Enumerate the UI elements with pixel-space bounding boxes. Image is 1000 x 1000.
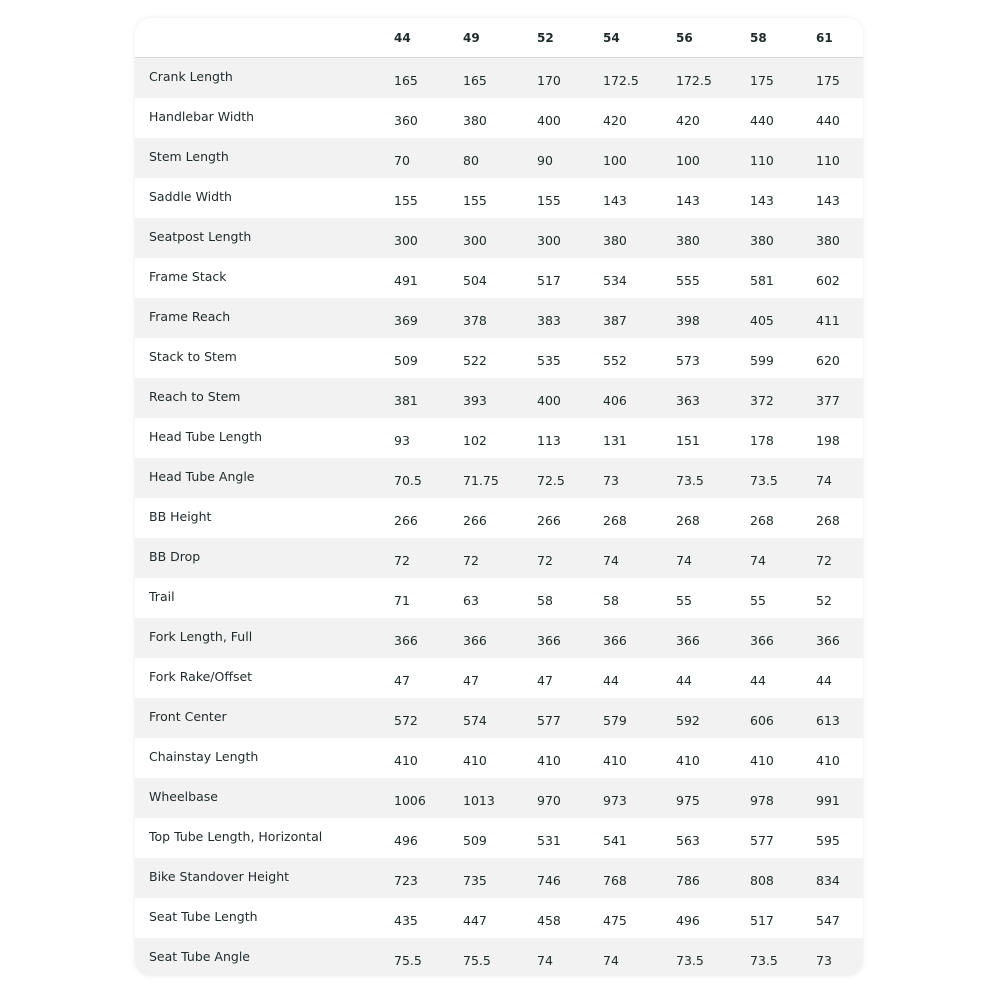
table-cell-size-49: 522 bbox=[463, 353, 487, 368]
table-cell-size-61: 595 bbox=[816, 833, 840, 848]
table-cell-size-49: 75.5 bbox=[463, 953, 491, 968]
table-cell-size-49: 72 bbox=[463, 553, 479, 568]
table-cell-size-49: 447 bbox=[463, 913, 487, 928]
table-cell-size-58: 73.5 bbox=[750, 953, 778, 968]
size-header-49: 49 bbox=[463, 31, 480, 45]
row-label: Top Tube Length, Horizontal bbox=[149, 829, 323, 844]
table-cell-size-54: 44 bbox=[603, 673, 619, 688]
row-label: Bike Standover Height bbox=[149, 869, 290, 884]
table-cell-size-54: 420 bbox=[603, 113, 627, 128]
table-cell-size-58: 73.5 bbox=[750, 473, 778, 488]
table-cell-size-49: 380 bbox=[463, 113, 487, 128]
table-cell-size-44: 75.5 bbox=[394, 953, 422, 968]
table-cell-size-52: 400 bbox=[537, 113, 561, 128]
table-row bbox=[135, 178, 863, 218]
row-label: Chainstay Length bbox=[149, 749, 259, 764]
table-cell-size-44: 509 bbox=[394, 353, 418, 368]
table-cell-size-44: 70.5 bbox=[394, 473, 422, 488]
table-cell-size-61: 44 bbox=[816, 673, 832, 688]
table-cell-size-58: 178 bbox=[750, 433, 774, 448]
row-label: BB Height bbox=[149, 509, 212, 524]
table-cell-size-56: 410 bbox=[676, 753, 700, 768]
table-cell-size-52: 366 bbox=[537, 633, 561, 648]
row-label: Wheelbase bbox=[149, 789, 218, 804]
table-cell-size-61: 143 bbox=[816, 193, 840, 208]
size-header-58: 58 bbox=[750, 31, 767, 45]
table-cell-size-52: 72 bbox=[537, 553, 553, 568]
table-cell-size-54: 74 bbox=[603, 953, 619, 968]
table-cell-size-58: 110 bbox=[750, 153, 774, 168]
table-cell-size-44: 70 bbox=[394, 153, 410, 168]
table-cell-size-44: 410 bbox=[394, 753, 418, 768]
table-cell-size-61: 991 bbox=[816, 793, 840, 808]
table-cell-size-52: 383 bbox=[537, 313, 561, 328]
table-cell-size-54: 73 bbox=[603, 473, 619, 488]
table-cell-size-58: 55 bbox=[750, 593, 766, 608]
table-cell-size-52: 47 bbox=[537, 673, 553, 688]
table-cell-size-44: 71 bbox=[394, 593, 410, 608]
table-cell-size-61: 440 bbox=[816, 113, 840, 128]
size-header-61: 61 bbox=[816, 31, 833, 45]
table-cell-size-49: 366 bbox=[463, 633, 487, 648]
table-cell-size-61: 834 bbox=[816, 873, 840, 888]
table-cell-size-49: 63 bbox=[463, 593, 479, 608]
table-cell-size-44: 360 bbox=[394, 113, 418, 128]
table-cell-size-61: 602 bbox=[816, 273, 840, 288]
table-cell-size-58: 606 bbox=[750, 713, 774, 728]
row-label: Stack to Stem bbox=[149, 349, 237, 364]
table-row bbox=[135, 738, 863, 778]
table-cell-size-54: 475 bbox=[603, 913, 627, 928]
table-cell-size-58: 410 bbox=[750, 753, 774, 768]
table-cell-size-52: 410 bbox=[537, 753, 561, 768]
table-cell-size-49: 509 bbox=[463, 833, 487, 848]
table-cell-size-61: 268 bbox=[816, 513, 840, 528]
row-label: Front Center bbox=[149, 709, 227, 724]
size-header-52: 52 bbox=[537, 31, 554, 45]
table-cell-size-58: 599 bbox=[750, 353, 774, 368]
table-cell-size-52: 400 bbox=[537, 393, 561, 408]
table-row bbox=[135, 418, 863, 458]
table-cell-size-49: 393 bbox=[463, 393, 487, 408]
table-cell-size-52: 74 bbox=[537, 953, 553, 968]
row-label: Head Tube Length bbox=[149, 429, 263, 444]
table-cell-size-52: 517 bbox=[537, 273, 561, 288]
table-cell-size-54: 534 bbox=[603, 273, 627, 288]
table-cell-size-61: 613 bbox=[816, 713, 840, 728]
row-label: Stem Length bbox=[149, 149, 229, 164]
table-cell-size-44: 47 bbox=[394, 673, 410, 688]
table-cell-size-58: 366 bbox=[750, 633, 774, 648]
table-cell-size-58: 44 bbox=[750, 673, 766, 688]
table-cell-size-56: 73.5 bbox=[676, 473, 704, 488]
table-cell-size-54: 768 bbox=[603, 873, 627, 888]
table-cell-size-56: 573 bbox=[676, 353, 700, 368]
table-cell-size-49: 1013 bbox=[463, 793, 495, 808]
table-cell-size-52: 531 bbox=[537, 833, 561, 848]
table-cell-size-56: 172.5 bbox=[676, 73, 712, 88]
table-cell-size-61: 380 bbox=[816, 233, 840, 248]
table-cell-size-54: 131 bbox=[603, 433, 627, 448]
table-cell-size-58: 175 bbox=[750, 73, 774, 88]
table-row bbox=[135, 858, 863, 898]
table-cell-size-52: 170 bbox=[537, 73, 561, 88]
table-cell-size-52: 300 bbox=[537, 233, 561, 248]
table-row bbox=[135, 498, 863, 538]
row-label: Trail bbox=[149, 589, 175, 604]
table-cell-size-58: 581 bbox=[750, 273, 774, 288]
table-cell-size-61: 73 bbox=[816, 953, 832, 968]
row-label: Reach to Stem bbox=[149, 389, 241, 404]
table-cell-size-58: 372 bbox=[750, 393, 774, 408]
table-cell-size-44: 572 bbox=[394, 713, 418, 728]
row-label: Fork Length, Full bbox=[149, 629, 253, 644]
table-cell-size-58: 978 bbox=[750, 793, 774, 808]
table-cell-size-56: 74 bbox=[676, 553, 692, 568]
table-cell-size-52: 266 bbox=[537, 513, 561, 528]
table-cell-size-61: 410 bbox=[816, 753, 840, 768]
table-cell-size-56: 55 bbox=[676, 593, 692, 608]
table-cell-size-49: 735 bbox=[463, 873, 487, 888]
table-cell-size-54: 380 bbox=[603, 233, 627, 248]
table-cell-size-49: 378 bbox=[463, 313, 487, 328]
table-cell-size-44: 300 bbox=[394, 233, 418, 248]
table-cell-size-49: 410 bbox=[463, 753, 487, 768]
table-cell-size-54: 143 bbox=[603, 193, 627, 208]
table-cell-size-54: 268 bbox=[603, 513, 627, 528]
table-cell-size-56: 380 bbox=[676, 233, 700, 248]
table-cell-size-49: 80 bbox=[463, 153, 479, 168]
table-cell-size-56: 143 bbox=[676, 193, 700, 208]
table-cell-size-61: 74 bbox=[816, 473, 832, 488]
table-cell-size-49: 102 bbox=[463, 433, 487, 448]
table-cell-size-56: 398 bbox=[676, 313, 700, 328]
table-cell-size-58: 74 bbox=[750, 553, 766, 568]
table-cell-size-56: 268 bbox=[676, 513, 700, 528]
table-row bbox=[135, 338, 863, 378]
table-row bbox=[135, 138, 863, 178]
table-row bbox=[135, 378, 863, 418]
table-cell-size-54: 100 bbox=[603, 153, 627, 168]
table-row bbox=[135, 618, 863, 658]
row-label: Frame Reach bbox=[149, 309, 231, 324]
table-cell-size-61: 377 bbox=[816, 393, 840, 408]
table-cell-size-56: 363 bbox=[676, 393, 700, 408]
table-row bbox=[135, 98, 863, 138]
table-cell-size-52: 90 bbox=[537, 153, 553, 168]
table-cell-size-44: 1006 bbox=[394, 793, 426, 808]
table-cell-size-58: 577 bbox=[750, 833, 774, 848]
row-label: Crank Length bbox=[149, 69, 233, 84]
table-cell-size-49: 266 bbox=[463, 513, 487, 528]
table-row bbox=[135, 938, 863, 976]
table-cell-size-49: 47 bbox=[463, 673, 479, 688]
table-cell-size-52: 535 bbox=[537, 353, 561, 368]
table-header-row bbox=[135, 18, 863, 58]
table-cell-size-44: 491 bbox=[394, 273, 418, 288]
table-cell-size-54: 172.5 bbox=[603, 73, 639, 88]
table-cell-size-52: 458 bbox=[537, 913, 561, 928]
table-cell-size-56: 420 bbox=[676, 113, 700, 128]
table-cell-size-56: 975 bbox=[676, 793, 700, 808]
table-cell-size-44: 723 bbox=[394, 873, 418, 888]
size-header-44: 44 bbox=[394, 31, 411, 45]
table-cell-size-52: 746 bbox=[537, 873, 561, 888]
table-cell-size-61: 547 bbox=[816, 913, 840, 928]
table-row bbox=[135, 818, 863, 858]
geometry-table bbox=[135, 18, 863, 976]
table-cell-size-58: 268 bbox=[750, 513, 774, 528]
table-cell-size-56: 786 bbox=[676, 873, 700, 888]
table-row bbox=[135, 218, 863, 258]
table-cell-size-56: 73.5 bbox=[676, 953, 704, 968]
table-cell-size-54: 973 bbox=[603, 793, 627, 808]
table-cell-size-49: 300 bbox=[463, 233, 487, 248]
table-cell-size-54: 552 bbox=[603, 353, 627, 368]
table-cell-size-52: 72.5 bbox=[537, 473, 565, 488]
table-cell-size-61: 72 bbox=[816, 553, 832, 568]
row-label: Frame Stack bbox=[149, 269, 227, 284]
table-cell-size-54: 366 bbox=[603, 633, 627, 648]
row-label: Seat Tube Angle bbox=[149, 949, 250, 964]
row-label: BB Drop bbox=[149, 549, 201, 564]
table-row bbox=[135, 58, 863, 98]
table-cell-size-49: 71.75 bbox=[463, 473, 499, 488]
table-cell-size-44: 381 bbox=[394, 393, 418, 408]
row-label: Fork Rake/Offset bbox=[149, 669, 253, 684]
table-cell-size-44: 435 bbox=[394, 913, 418, 928]
table-cell-size-44: 93 bbox=[394, 433, 410, 448]
table-cell-size-61: 620 bbox=[816, 353, 840, 368]
table-cell-size-61: 366 bbox=[816, 633, 840, 648]
table-cell-size-61: 411 bbox=[816, 313, 840, 328]
table-cell-size-54: 410 bbox=[603, 753, 627, 768]
table-cell-size-44: 369 bbox=[394, 313, 418, 328]
table-cell-size-54: 387 bbox=[603, 313, 627, 328]
table-row bbox=[135, 658, 863, 698]
table-cell-size-56: 44 bbox=[676, 673, 692, 688]
table-cell-size-54: 74 bbox=[603, 553, 619, 568]
table-cell-size-56: 100 bbox=[676, 153, 700, 168]
table-cell-size-52: 58 bbox=[537, 593, 553, 608]
table-cell-size-58: 380 bbox=[750, 233, 774, 248]
table-cell-size-44: 266 bbox=[394, 513, 418, 528]
table-row bbox=[135, 578, 863, 618]
table-cell-size-52: 155 bbox=[537, 193, 561, 208]
row-label: Saddle Width bbox=[149, 189, 232, 204]
table-cell-size-49: 574 bbox=[463, 713, 487, 728]
table-cell-size-61: 175 bbox=[816, 73, 840, 88]
table-cell-size-49: 504 bbox=[463, 273, 487, 288]
row-label: Head Tube Angle bbox=[149, 469, 255, 484]
table-cell-size-44: 496 bbox=[394, 833, 418, 848]
table-cell-size-52: 577 bbox=[537, 713, 561, 728]
table-cell-size-44: 366 bbox=[394, 633, 418, 648]
table-cell-size-56: 592 bbox=[676, 713, 700, 728]
table-cell-size-44: 155 bbox=[394, 193, 418, 208]
table-cell-size-56: 496 bbox=[676, 913, 700, 928]
row-label: Seatpost Length bbox=[149, 229, 252, 244]
table-cell-size-61: 110 bbox=[816, 153, 840, 168]
table-row bbox=[135, 258, 863, 298]
table-row bbox=[135, 538, 863, 578]
table-row bbox=[135, 298, 863, 338]
table-row bbox=[135, 778, 863, 818]
table-cell-size-58: 440 bbox=[750, 113, 774, 128]
table-cell-size-56: 563 bbox=[676, 833, 700, 848]
table-cell-size-44: 72 bbox=[394, 553, 410, 568]
table-cell-size-56: 555 bbox=[676, 273, 700, 288]
row-label: Seat Tube Length bbox=[149, 909, 258, 924]
table-cell-size-61: 198 bbox=[816, 433, 840, 448]
table-cell-size-58: 517 bbox=[750, 913, 774, 928]
table-row bbox=[135, 458, 863, 498]
table-cell-size-61: 52 bbox=[816, 593, 832, 608]
table-cell-size-52: 113 bbox=[537, 433, 561, 448]
table-cell-size-54: 58 bbox=[603, 593, 619, 608]
table-cell-size-58: 808 bbox=[750, 873, 774, 888]
row-label: Handlebar Width bbox=[149, 109, 255, 124]
table-cell-size-58: 405 bbox=[750, 313, 774, 328]
table-cell-size-52: 970 bbox=[537, 793, 561, 808]
table-cell-size-44: 165 bbox=[394, 73, 418, 88]
table-cell-size-54: 406 bbox=[603, 393, 627, 408]
table-cell-size-54: 541 bbox=[603, 833, 627, 848]
table-cell-size-58: 143 bbox=[750, 193, 774, 208]
table-cell-size-49: 155 bbox=[463, 193, 487, 208]
table-cell-size-56: 366 bbox=[676, 633, 700, 648]
table-cell-size-56: 151 bbox=[676, 433, 700, 448]
table-cell-size-54: 579 bbox=[603, 713, 627, 728]
table-row bbox=[135, 698, 863, 738]
table-cell-size-49: 165 bbox=[463, 73, 487, 88]
table-row bbox=[135, 898, 863, 938]
size-header-54: 54 bbox=[603, 31, 620, 45]
size-header-56: 56 bbox=[676, 31, 693, 45]
